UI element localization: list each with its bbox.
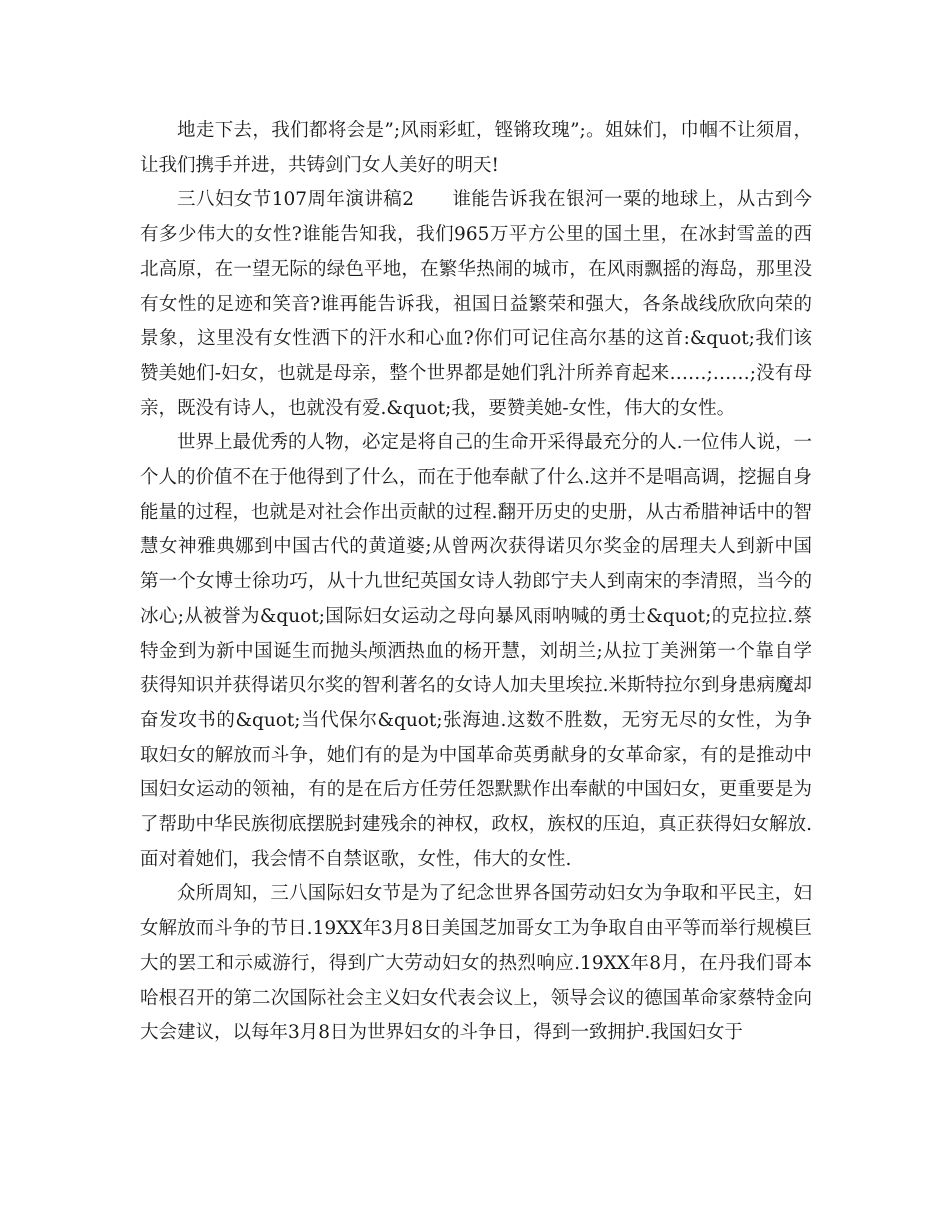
paragraph-text: 地走下去，我们都将会是”;风雨彩虹，铿锵玫瑰”;。姐妹们，巾帼不让须眉，让我们携手并进，共铸剑门女人美好的明天! (140, 120, 812, 176)
paragraph-closing-p1 (140, 114, 812, 183)
paragraph-text: 世界上最优秀的人物，必定是将自己的生命开采得最充分的人.一位伟人说，一个人的价值不在于他得到了什么，而在于他奉献了什么.这并不是唱高调，挖掘自身能量的过程，也就是对社会作出贡献的过程.翻开历史的史册，从古希腊神话中的智慧女神雅典娜到中国古代的黄道婆;从曾两次获得诺贝尔奖金的居理夫人到新中国第一个女博士徐功巧，从十九世纪英国女诗人勃郎宁夫人到南宋的李清照，当今的冰心;从被誉为&quot;国际妇女运动之母向暴风雨呐喊的勇士&quot;的克拉拉.蔡特金到为新中国诞生而抛头颅洒热血的杨开慧，刘胡兰;从拉丁美洲第一个靠自学获得知识并获得诺贝尔奖的智利著名的女诗人加夫里埃拉.米斯特拉尔到身患病魔却奋发攻书的&quot;当代保尔&quot;张海迪.这数不胜数，无穷无尽的女性，为争取妇女的解放而斗争，她们有的是为中国革命英勇献身的女革命家，有的是推动中国妇女运动的领袖，有的是在后方任劳任怨默默作出奉献的中国妇女，更重要是为了帮助中华民族彻底摆脱封建残余的神权，政权，族权的压迫，真正获得妇女解放.面对着她们，我会情不自禁讴歌，女性，伟大的女性. (140, 432, 812, 870)
speech-title: 三八妇女节107周年演讲稿2 (177, 189, 414, 211)
document-page (140, 114, 812, 1051)
paragraph-text: 谁能告诉我在银河一粟的地球上，从古到今有多少伟大的女性?谁能告知我，我们965万平方公里的国土里，在冰封雪盖的西北高原，在一望无际的绿色平地，在繁华热闹的城市，在风雨飘摇的海岛，那里没有女性的足迹和笑音?谁再能告诉我，祖国日益繁荣和强大，各条战线欣欣向荣的景象，这里没有女性洒下的汗水和心血?你们可记住高尔基的这首:&quot;我们该赞美她们-妇女，也就是母亲，整个世界都是她们乳汁所养育起来……;……;没有母亲，既没有诗人，也就没有爱.&quot;我，要赞美她-女性，伟大的女性。 (140, 189, 812, 419)
paragraph-text: 众所周知，三八国际妇女节是为了纪念世界各国劳动妇女为争取和平民主，妇女解放而斗争的节日.19XX年3月8日美国芝加哥女工为争取自由平等而举行规模巨大的罢工和示威游行，得到广大劳动妇女的热烈响应.19XX年8月，在丹我们哥本哈根召开的第二次国际社会主义妇女代表会议上，领导会议的德国革命家蔡特金向大会建议，以每年3月8日为世界妇女的斗争日，得到一致拥护.我国妇女于 (140, 883, 812, 1044)
paragraph-womens-day-history (140, 877, 812, 1051)
paragraph-excellent-women (140, 426, 812, 877)
paragraph-speech-2-intro (140, 183, 812, 426)
